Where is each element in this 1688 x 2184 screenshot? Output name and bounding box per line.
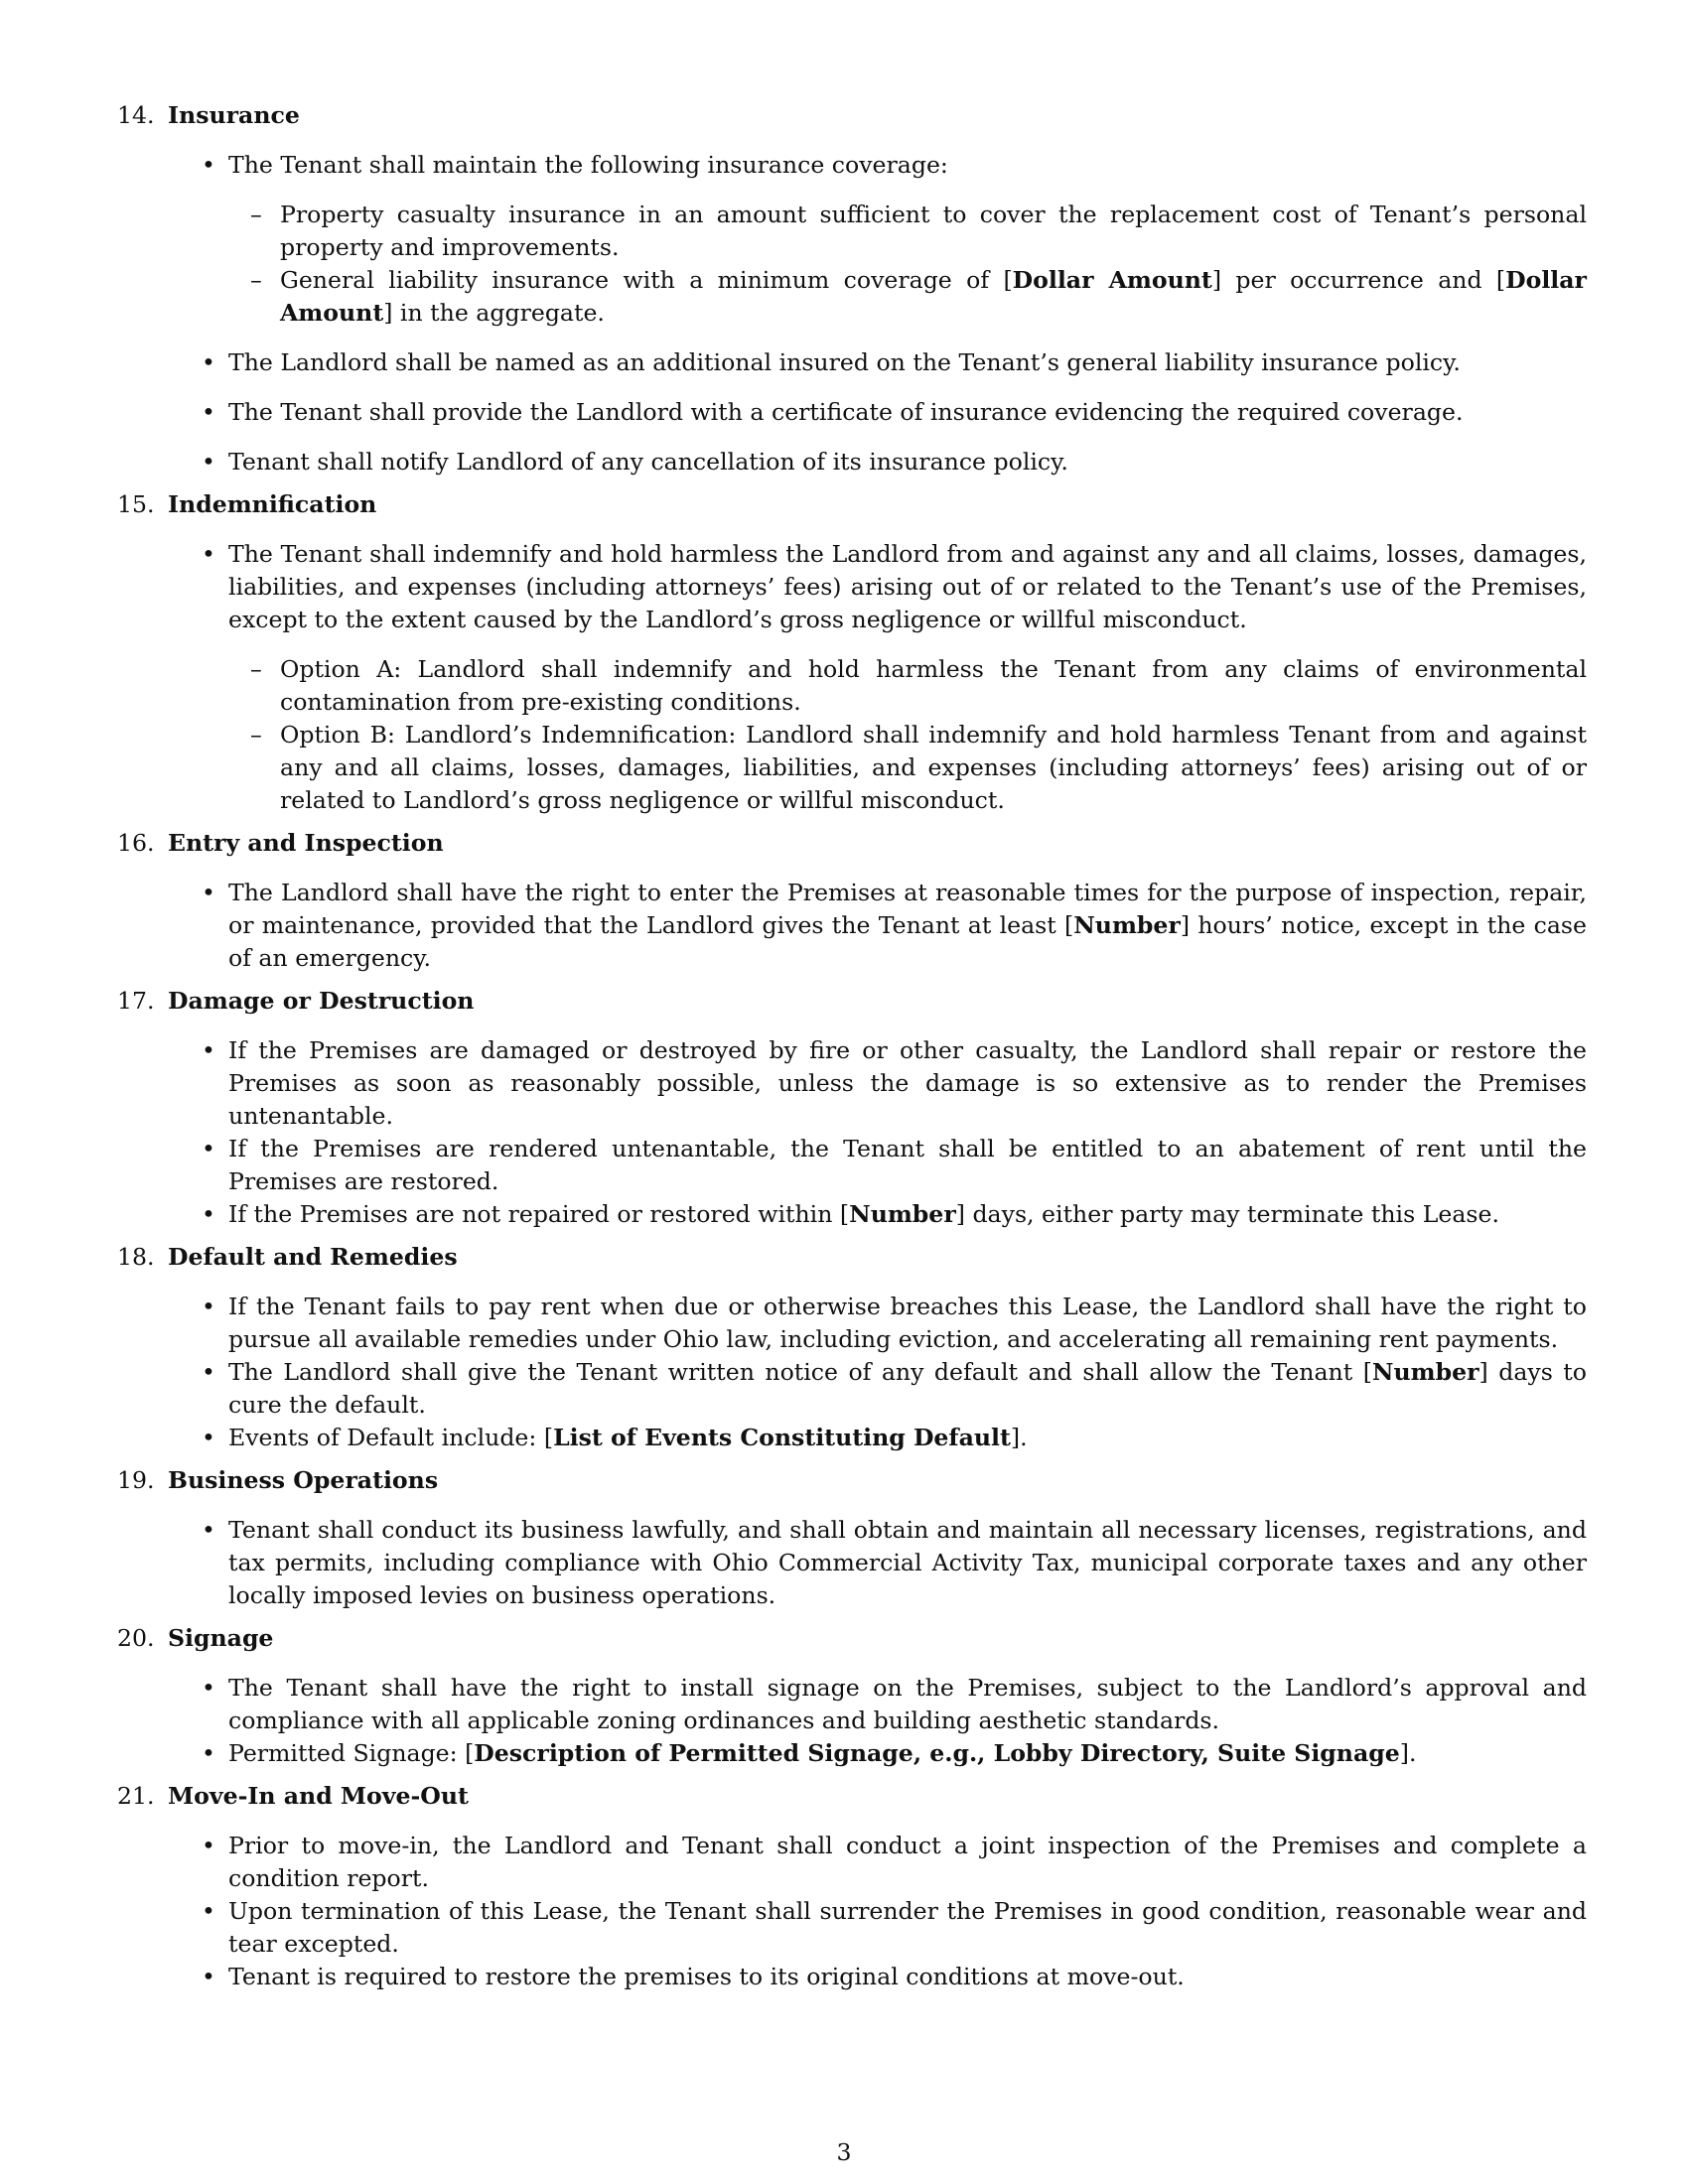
sub-list-item	[250, 719, 1587, 817]
section-title: Signage	[168, 1624, 274, 1652]
bullet-icon: •	[202, 879, 215, 906]
section-entry-inspection	[117, 827, 1587, 975]
section-title: Insurance	[168, 101, 300, 129]
section-number: 19.	[117, 1466, 155, 1494]
sub-list-item	[250, 199, 1587, 264]
bullet-list	[117, 538, 1587, 817]
section-signage	[117, 1622, 1587, 1770]
sub-item-text: ] in the aggregate.	[383, 299, 605, 327]
dash-icon: –	[250, 201, 262, 228]
item-text: The Landlord shall have the right to enter the Premises at reasonable times for the purpose of inspection, repair, or maintenance, provided that the Landlord gives the Tenant at least [	[228, 879, 1587, 939]
item-text: Upon termination of this Lease, the Tenant shall surrender the Premises in good condition, reasonable wear and tear excepted.	[228, 1897, 1587, 1958]
item-text: ] hours’ notice, except in the case of an emergency.	[228, 911, 1587, 972]
section-number: 18.	[117, 1243, 155, 1271]
item-text: Events of Default include: [	[228, 1424, 554, 1451]
item-text: Tenant shall conduct its business lawfully, and shall obtain and maintain all necessary licenses, registrations, and tax permits, including compliance with Ohio Commercial Activity Tax, municipal corporate taxes and any other locally imposed levies on business operations.	[228, 1516, 1587, 1609]
placeholder-field: Number	[849, 1200, 956, 1228]
item-text: The Landlord shall give the Tenant written notice of any default and shall allow the Tenant [	[228, 1358, 1372, 1386]
bullet-icon: •	[202, 1897, 215, 1925]
section-title: Entry and Inspection	[168, 829, 444, 857]
section-insurance	[117, 99, 1587, 478]
sub-item-text: Option B: Landlord’s Indemnification: Landlord shall indemnify and hold harmless Tenant from and against any and all claims, losses, damages, liabilities, and expenses (including attorneys’ fees) arising out of or related to Landlord’s gross negligence or willful misconduct.	[280, 721, 1587, 814]
list-item	[202, 149, 1587, 330]
bullet-icon: •	[202, 1135, 215, 1162]
item-text: ] days to cure the default.	[228, 1358, 1587, 1419]
bullet-icon: •	[202, 398, 215, 426]
section-title: Indemnification	[168, 490, 377, 518]
placeholder-field: Number	[1073, 911, 1181, 939]
list-item	[202, 1672, 1587, 1737]
list-item	[202, 538, 1587, 817]
list-item	[202, 1514, 1587, 1612]
section-number: 16.	[117, 829, 155, 857]
sub-item-text: Property casualty insurance in an amount sufficient to cover the replacement cost of Tenant’s personal property and improvements.	[280, 201, 1587, 261]
section-heading	[117, 1780, 1587, 1813]
list-item	[202, 1830, 1587, 1895]
item-text: If the Tenant fails to pay rent when due or otherwise breaches this Lease, the Landlord shall have the right to pursue all available remedies under Ohio law, including eviction, and accelerating all remaining rent payments.	[228, 1293, 1587, 1353]
dash-icon: –	[250, 266, 262, 294]
item-text: The Tenant shall maintain the following insurance coverage:	[228, 151, 948, 179]
sub-list	[228, 653, 1587, 817]
section-damage-destruction	[117, 985, 1587, 1231]
placeholder-field: Dollar Amount	[1012, 266, 1212, 294]
list-item	[202, 1422, 1587, 1454]
bullet-list	[117, 1830, 1587, 1993]
section-number: 17.	[117, 987, 155, 1015]
bullet-list	[117, 1672, 1587, 1770]
section-number: 14.	[117, 101, 155, 129]
bullet-icon: •	[202, 1036, 215, 1064]
list-item	[202, 1133, 1587, 1198]
section-heading	[117, 488, 1587, 521]
item-text: The Tenant shall provide the Landlord with a certificate of insurance evidencing the required coverage.	[228, 398, 1464, 426]
item-text: The Tenant shall have the right to install signage on the Premises, subject to the Landlord’s approval and compliance with all applicable zoning ordinances and building aesthetic standards.	[228, 1674, 1587, 1734]
placeholder-field: Number	[1371, 1358, 1479, 1386]
item-text: ].	[1399, 1739, 1417, 1767]
item-text: Permitted Signage: [	[228, 1739, 475, 1767]
sub-item-text: ] per occurrence and [	[1211, 266, 1506, 294]
section-move-in-move-out	[117, 1780, 1587, 1993]
section-default-remedies	[117, 1241, 1587, 1454]
bullet-icon: •	[202, 1424, 215, 1451]
bullet-list	[117, 1514, 1587, 1612]
section-number: 20.	[117, 1624, 155, 1652]
section-heading	[117, 1241, 1587, 1274]
section-title: Damage or Destruction	[168, 987, 475, 1015]
section-title: Business Operations	[168, 1466, 439, 1494]
item-text: The Landlord shall be named as an additional insured on the Tenant’s general liability insurance policy.	[228, 348, 1461, 376]
list-item	[202, 1961, 1587, 1993]
item-text: The Tenant shall indemnify and hold harmless the Landlord from and against any and all claims, losses, damages, liabilities, and expenses (including attorneys’ fees) arising out of or related to the Tenant’s use of the Premises, except to the extent caused by the Landlord’s gross negligence or willful misconduct.	[228, 540, 1587, 633]
list-item	[202, 877, 1587, 975]
section-heading	[117, 985, 1587, 1018]
list-item	[202, 446, 1587, 478]
section-heading	[117, 1464, 1587, 1497]
bullet-icon: •	[202, 1358, 215, 1386]
section-title: Move-In and Move-Out	[168, 1782, 469, 1810]
dash-icon: –	[250, 655, 262, 683]
placeholder-field: List of Events Constituting Default	[553, 1424, 1011, 1451]
section-heading	[117, 99, 1587, 132]
item-text: Tenant is required to restore the premises to its original conditions at move-out.	[228, 1963, 1185, 1990]
section-heading	[117, 827, 1587, 860]
item-text: ].	[1010, 1424, 1028, 1451]
item-text: If the Premises are damaged or destroyed by fire or other casualty, the Landlord shall repair or restore the Premises as soon as reasonably possible, unless the damage is so extensive as to render the Premises untenantable.	[228, 1036, 1587, 1130]
bullet-list	[117, 1291, 1587, 1454]
placeholder-field: Dollar Amount	[280, 266, 1587, 327]
list-item	[202, 346, 1587, 379]
item-text: Tenant shall notify Landlord of any cancellation of its insurance policy.	[228, 448, 1068, 476]
bullet-icon: •	[202, 1293, 215, 1320]
item-text: If the Premises are not repaired or restored within [	[228, 1200, 850, 1228]
sub-item-text: General liability insurance with a minimum coverage of [	[280, 266, 1013, 294]
item-text: Prior to move-in, the Landlord and Tenant shall conduct a joint inspection of the Premises and complete a condition report.	[228, 1832, 1587, 1892]
sub-list-item	[250, 264, 1587, 330]
bullet-icon: •	[202, 348, 215, 376]
placeholder-field: Description of Permitted Signage, e.g., Lobby Directory, Suite Signage	[474, 1739, 1400, 1767]
bullet-icon: •	[202, 1516, 215, 1544]
list-item	[202, 1356, 1587, 1422]
section-title: Default and Remedies	[168, 1243, 458, 1271]
bullet-icon: •	[202, 151, 215, 179]
item-text: If the Premises are rendered untenantable, the Tenant shall be entitled to an abatement of rent until the Premises are restored.	[228, 1135, 1587, 1195]
bullet-icon: •	[202, 448, 215, 476]
bullet-icon: •	[202, 1674, 215, 1702]
sub-list	[228, 199, 1587, 330]
item-text: ] days, either party may terminate this Lease.	[955, 1200, 1499, 1228]
dash-icon: –	[250, 721, 262, 749]
section-heading	[117, 1622, 1587, 1655]
sub-item-text: Option A: Landlord shall indemnify and hold harmless the Tenant from any claims of environmental contamination from pre-existing conditions.	[280, 655, 1587, 716]
section-number: 21.	[117, 1782, 155, 1810]
bullet-icon: •	[202, 1200, 215, 1228]
list-item	[202, 396, 1587, 429]
document-body	[117, 99, 1587, 2003]
bullet-icon: •	[202, 1739, 215, 1767]
bullet-icon: •	[202, 540, 215, 568]
section-business-operations	[117, 1464, 1587, 1612]
section-number: 15.	[117, 490, 155, 518]
sub-list-item	[250, 653, 1587, 719]
list-item	[202, 1737, 1587, 1770]
bullet-list	[117, 877, 1587, 975]
page-number: 3	[836, 2138, 852, 2166]
section-indemnification	[117, 488, 1587, 817]
bullet-list	[117, 149, 1587, 478]
bullet-icon: •	[202, 1963, 215, 1990]
list-item	[202, 1198, 1587, 1231]
list-item	[202, 1034, 1587, 1133]
list-item	[202, 1291, 1587, 1356]
list-item	[202, 1895, 1587, 1961]
bullet-icon: •	[202, 1832, 215, 1859]
bullet-list	[117, 1034, 1587, 1231]
